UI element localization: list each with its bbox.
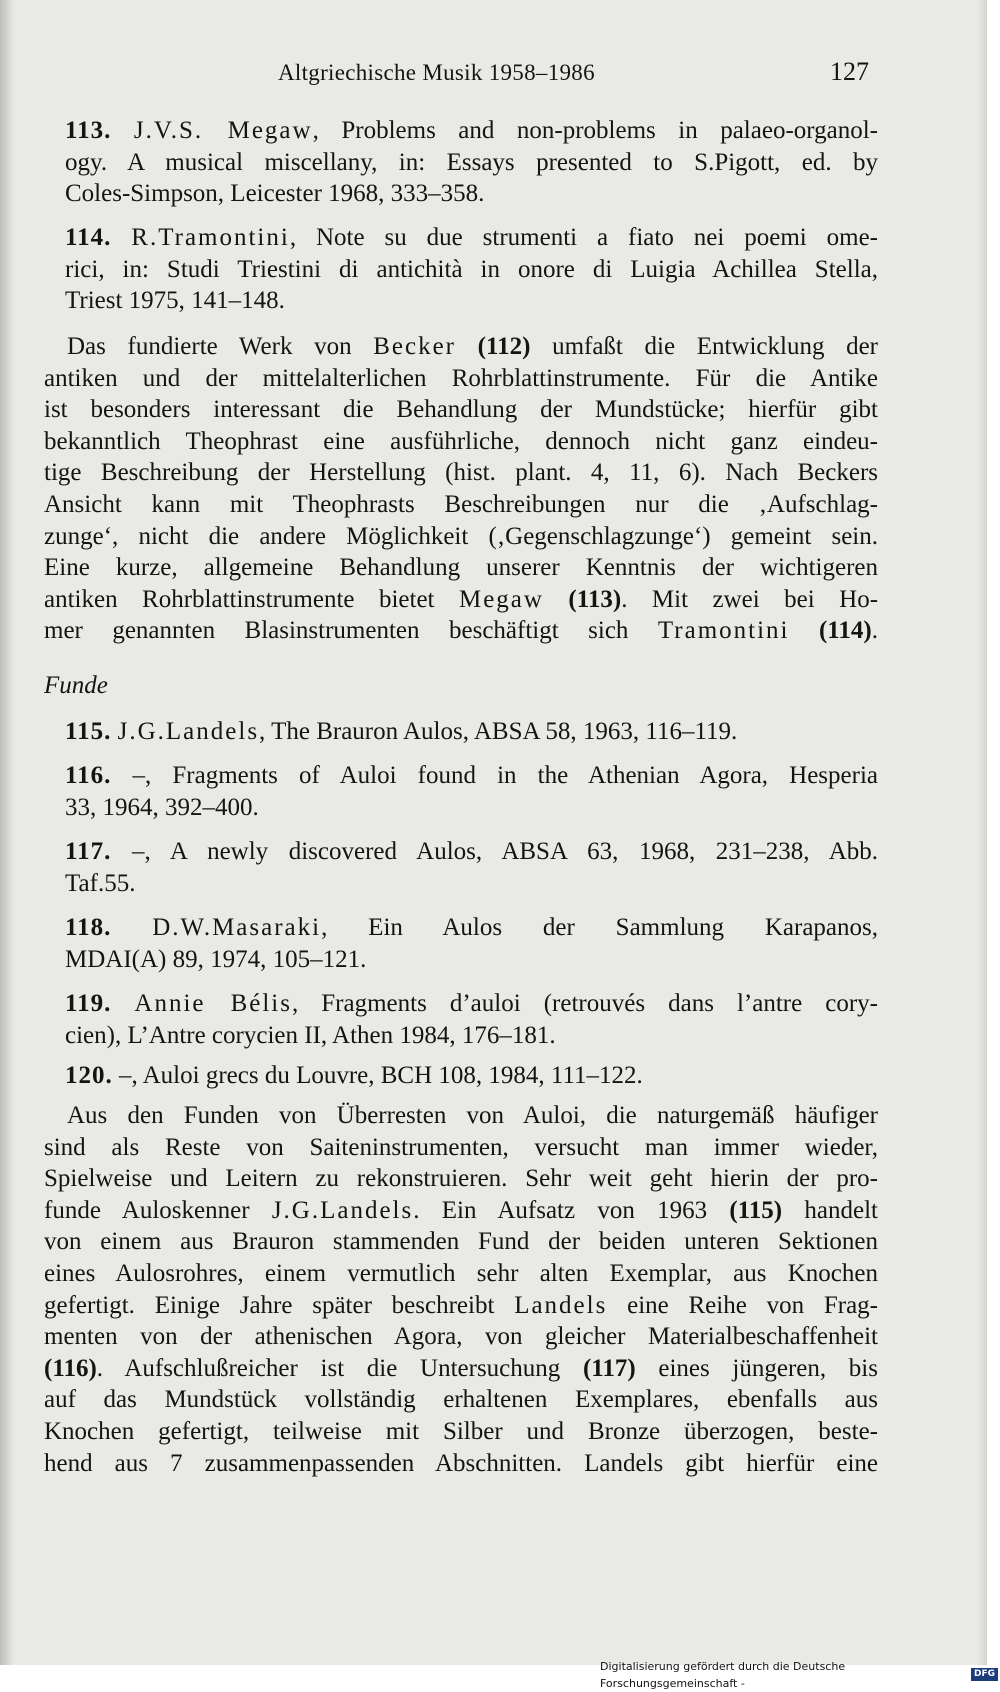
- author-name: J.G.Landels: [271, 1196, 414, 1224]
- para-line: [44, 1290, 878, 1322]
- body-paragraph-1: [44, 331, 878, 647]
- author-name: Tramontini: [657, 617, 790, 645]
- text-run: antiken Rohrblattinstrumente bietet: [44, 585, 459, 613]
- running-head-title: Altgriechische Musik 1958–1986: [278, 60, 595, 85]
- entry-number: 120.: [65, 1062, 113, 1089]
- bib-entry-114: [44, 222, 878, 317]
- bib-entry-113: [44, 115, 878, 210]
- digitization-footer: [600, 1659, 1000, 1690]
- bib-entry-119: [44, 988, 878, 1051]
- entry-number: 118.: [65, 914, 112, 941]
- text-run: funde Auloskenner: [44, 1196, 272, 1224]
- ref-number: (117): [582, 1354, 636, 1382]
- entry-number: 113.: [65, 117, 112, 144]
- entry-line: [44, 222, 878, 254]
- text-run: [544, 586, 568, 613]
- para-line: hend aus 7 zusammenpassenden Abschnitten. Landels gibt hierfür eine: [44, 1449, 878, 1477]
- para-line: menten von der athenischen Agora, von gleicher Materialbeschaffenheit: [44, 1323, 878, 1351]
- entry-line: [44, 988, 878, 1020]
- entry-author: –: [131, 838, 145, 865]
- bib-entry-117: [44, 836, 878, 899]
- entry-author: R.Tramontini: [131, 224, 290, 251]
- text-run: [456, 333, 478, 360]
- entry-line: cien), L’Antre corycien II, Athen 1984, 176–181.: [65, 1021, 556, 1049]
- entry-text: , Ein Aulos der Sammlung Karapanos,: [321, 914, 878, 941]
- para-line: Ansicht kann mit Theophrasts Beschreibungen nur die ‚Aufschlag-: [44, 490, 878, 518]
- entry-number: 116.: [65, 762, 112, 789]
- entry-line: 33, 1964, 392–400.: [65, 793, 259, 821]
- para-line: eines Aulosrohres, einem vermutlich sehr alten Exemplar, aus Knochen: [44, 1259, 878, 1287]
- para-line: Knochen gefertigt, teilweise mit Silber und Bronze überzogen, beste-: [44, 1417, 878, 1445]
- entry-text: , Problems and non-problems in palaeo-organol-: [312, 117, 879, 144]
- para-line: bekanntlich Theophrast eine ausführliche, dennoch nicht ganz eindeu-: [44, 427, 878, 455]
- ref-number: (113): [568, 585, 622, 613]
- bib-entry-116: [44, 760, 878, 823]
- text-run: eine Reihe von Frag-: [607, 1291, 878, 1319]
- entry-author: –: [119, 1062, 132, 1089]
- para-line: ist besonders interessant die Behandlung der Mundstücke; hierfür gibt: [44, 396, 878, 424]
- para-line: Aus den Funden von Überresten von Auloi, die naturgemäß häufiger: [67, 1102, 878, 1129]
- entry-text: , A newly discovered Aulos, ABSA 63, 1968, 231–238, Abb.: [144, 838, 879, 865]
- bib-entry-115: [44, 716, 878, 748]
- para-line: [44, 584, 878, 616]
- para-line: von einem aus Brauron stammenden Fund der beiden unteren Sektionen: [44, 1228, 878, 1256]
- entry-number: 114.: [65, 224, 112, 251]
- entry-line: [44, 912, 878, 944]
- text-run: . Ein Aufsatz von 1963: [413, 1196, 730, 1224]
- entry-text: , Note su due strumenti a fiato nei poemi ome-: [289, 224, 878, 251]
- entry-author: –: [132, 762, 145, 789]
- ref-number: (112): [477, 333, 531, 360]
- text-run: eines jüngeren, bis: [635, 1354, 878, 1382]
- entry-text: , Fragments d’auloi (retrouvés dans l’antre cory-: [291, 990, 878, 1017]
- ref-number: (115): [729, 1196, 783, 1224]
- text-run: . Mit zwei bei Ho-: [621, 585, 879, 613]
- dfg-logo: DFG: [971, 1668, 998, 1681]
- text-run: [790, 617, 819, 644]
- entry-number: 117.: [65, 838, 112, 865]
- text-run: mer genannten Blasinstrumenten beschäftigt sich: [44, 617, 658, 645]
- page-number: 127: [830, 57, 869, 86]
- para-line: zunge‘, nicht die andere Möglichkeit (‚Gegenschlagzunge‘) gemeint sein.: [44, 522, 878, 550]
- section-heading: Funde: [44, 672, 108, 699]
- para-line: tige Beschreibung der Herstellung (hist. plant. 4, 11, 6). Nach Beckers: [44, 459, 878, 487]
- entry-text: , Fragments of Auloi found in the Athenian Agora, Hesperia: [145, 762, 878, 789]
- entry-author: D.W.Masaraki: [152, 914, 322, 941]
- entry-text: , Auloi grecs du Louvre, BCH 108, 1984, 111–122.: [131, 1062, 643, 1089]
- entry-line: Coles-Simpson, Leicester 1968, 333–358.: [65, 180, 485, 208]
- entry-line: rici, in: Studi Triestini di antichità in onore di Luigia Achillea Stella,: [65, 255, 878, 283]
- para-line: Spielweise und Leitern zu rekonstruieren. Sehr weit geht hierin der pro-: [44, 1165, 878, 1193]
- entry-line: [44, 1060, 878, 1092]
- entry-author: J.V.S. Megaw: [133, 117, 313, 144]
- text-run: gefertigt. Einige Jahre später beschreibt: [44, 1291, 515, 1319]
- entry-line: [44, 836, 878, 868]
- ref-number: (114): [818, 617, 872, 645]
- author-name: Landels: [514, 1291, 608, 1319]
- para-line: [44, 1195, 878, 1227]
- text-run: Das fundierte Werk von: [67, 333, 374, 360]
- text-run: umfaßt die Entwicklung der: [530, 333, 879, 360]
- entry-line: MDAI(A) 89, 1974, 105–121.: [65, 945, 367, 973]
- entry-number: 115.: [65, 718, 112, 745]
- para-line: [44, 615, 878, 647]
- entry-line: ogy. A musical miscellany, in: Essays presented to S.Pigott, ed. by: [65, 148, 878, 176]
- bib-entry-118: [44, 912, 878, 975]
- entry-number: 119.: [65, 990, 112, 1017]
- entry-text: , The Brauron Aulos, ABSA 58, 1963, 116–119.: [259, 718, 738, 745]
- body-paragraph-2: [44, 1100, 878, 1479]
- para-line: [44, 331, 878, 363]
- para-line: [44, 1353, 878, 1385]
- text-run: .: [871, 617, 879, 645]
- entry-author: J.G.Landels: [117, 718, 260, 745]
- entry-author: Annie Bélis: [134, 990, 292, 1017]
- text-run: . Aufschlußreicher ist die Untersuchung: [96, 1354, 583, 1382]
- author-name: Becker: [373, 333, 457, 360]
- text-run: handelt: [782, 1196, 878, 1224]
- entry-line: [44, 760, 878, 792]
- footer-credit-text: Digitalisierung gefördert durch die Deutsche Forschungsgemeinschaft -: [600, 1659, 846, 1690]
- para-line: auf das Mundstück vollständig erhaltenen Exemplares, ebenfalls aus: [44, 1386, 878, 1414]
- bib-entry-120: [44, 1060, 878, 1092]
- ref-number: (116): [44, 1354, 97, 1382]
- author-name: Megaw: [458, 585, 544, 613]
- para-line: Eine kurze, allgemeine Behandlung unserer Kenntnis der wichtigeren: [44, 554, 878, 582]
- entry-line: Triest 1975, 141–148.: [65, 287, 285, 315]
- para-line: sind als Reste von Saiteninstrumenten, versucht man immer wieder,: [44, 1133, 878, 1161]
- entry-line: [44, 115, 878, 147]
- para-line: antiken und der mittelalterlichen Rohrblattinstrumente. Für die Antike: [44, 364, 878, 392]
- entry-line: Taf.55.: [65, 869, 136, 897]
- entry-line: [44, 716, 878, 748]
